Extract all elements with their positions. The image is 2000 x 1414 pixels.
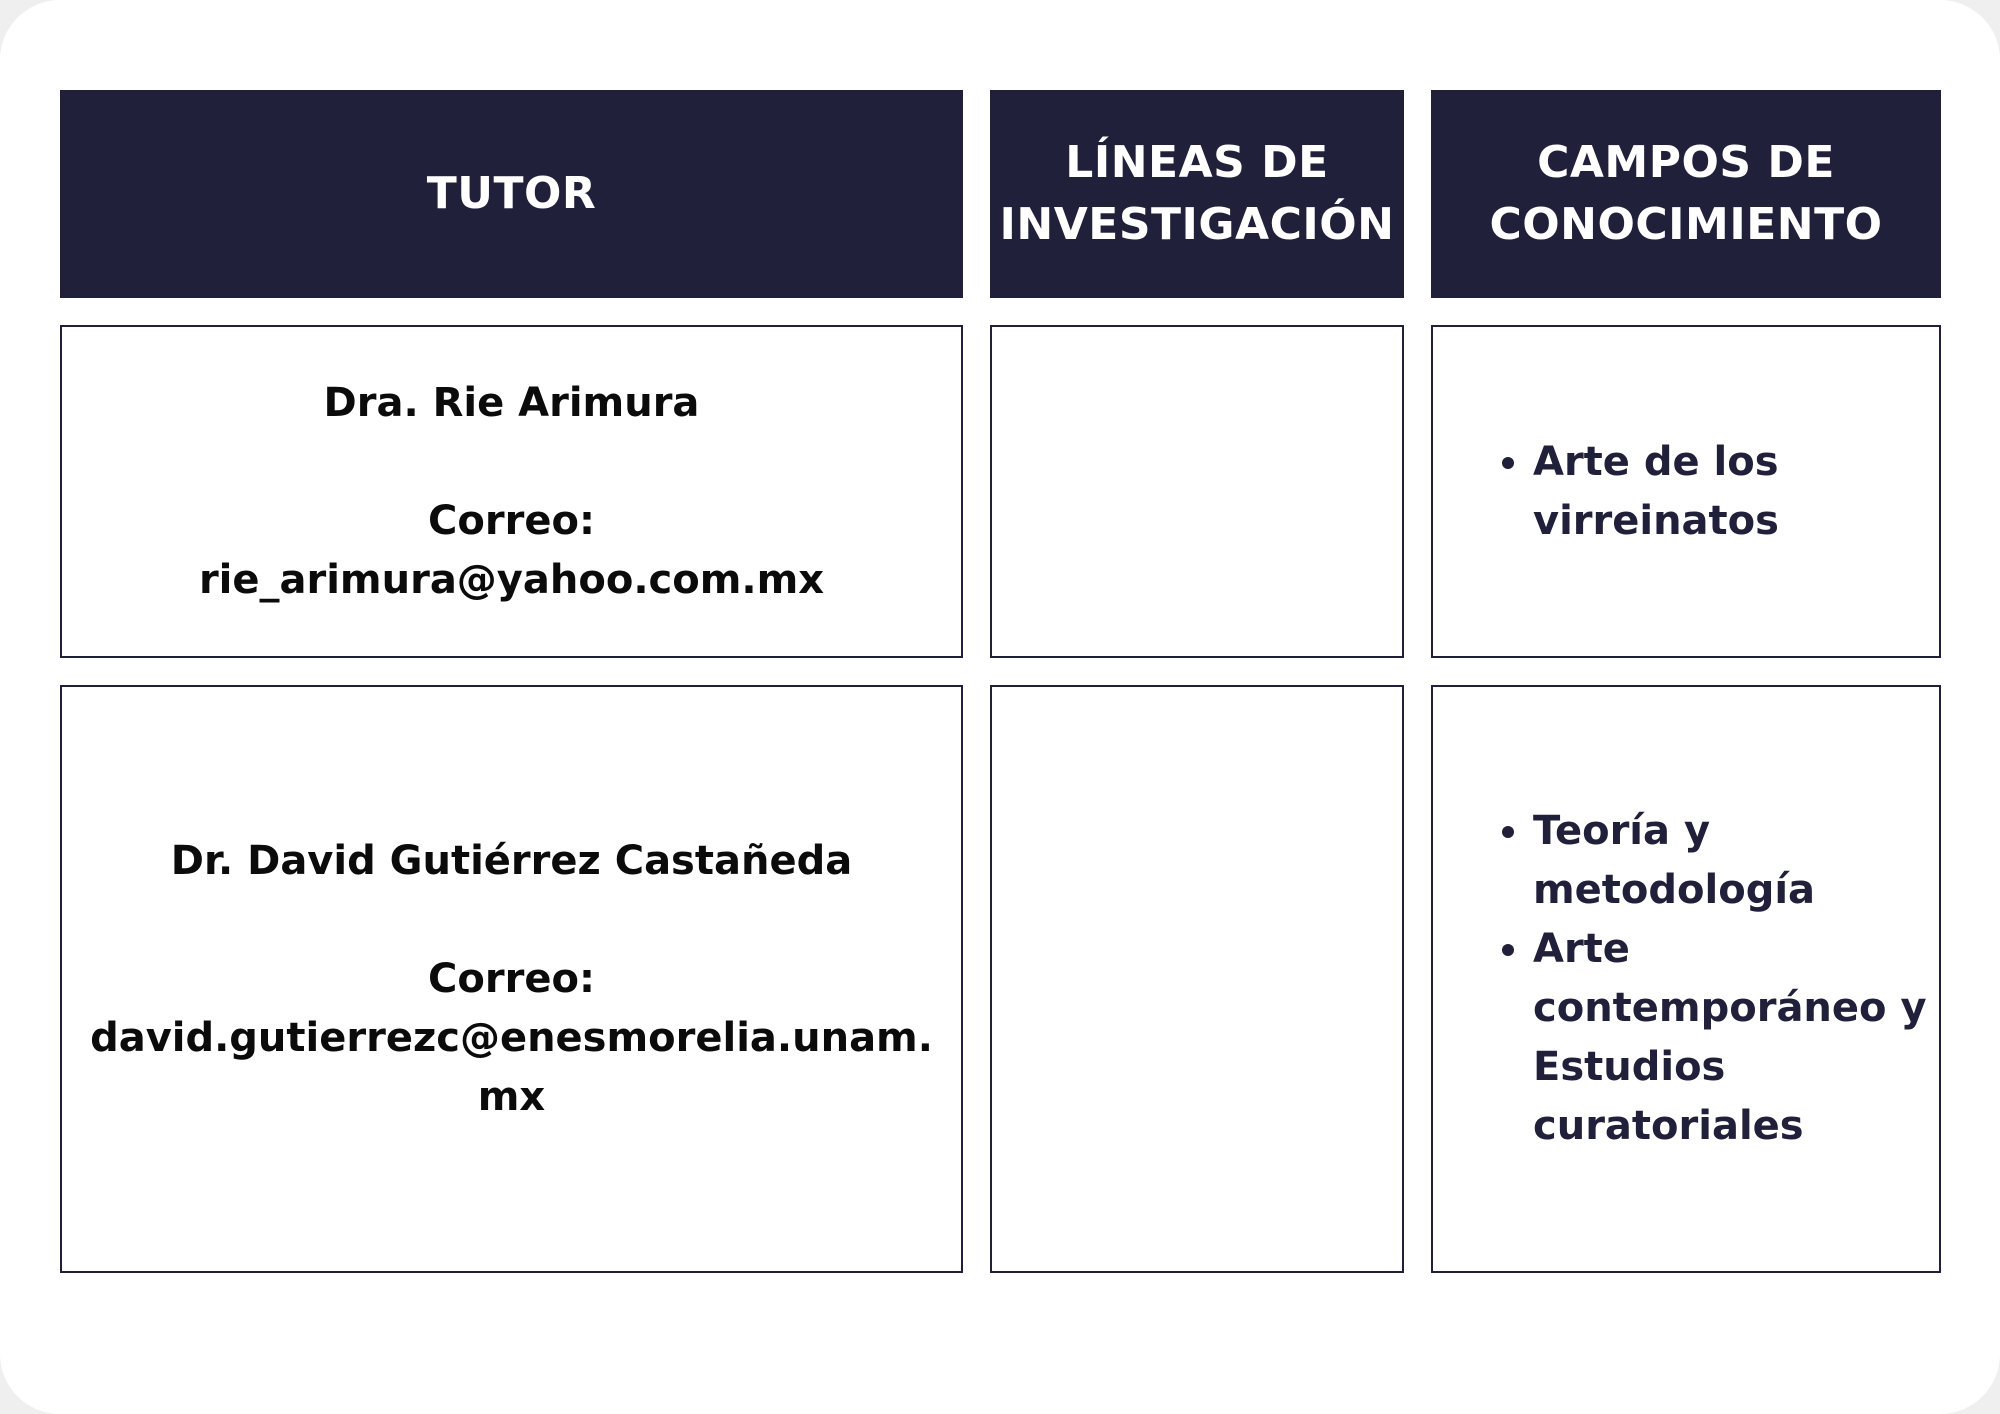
tutor-name: Dr. David Gutiérrez Castañeda (170, 837, 853, 884)
list-item: • Arte contemporáneo y Estudios curatoriales (1533, 920, 1939, 1156)
tutor-email: david.gutierrezc@enesmorelia.unam.mx (90, 1014, 933, 1120)
table-row-2-tutor-cell (60, 685, 963, 1273)
table-row-1-lineas-cell (990, 325, 1404, 658)
table-row-2-campos-cell (1431, 685, 1941, 1273)
email-label: Correo: (428, 955, 595, 1002)
header-lineas-line1: LÍNEAS DE (1065, 137, 1329, 188)
tutor-email: rie_arimura@yahoo.com.mx (198, 556, 825, 603)
header-lineas-investigacion (990, 90, 1404, 298)
header-campos-conocimiento (1431, 90, 1941, 298)
table-row-1-campos-cell (1431, 325, 1941, 658)
header-tutor (60, 90, 963, 298)
header-tutor-label: TUTOR (426, 168, 597, 219)
email-label: Correo: (428, 497, 595, 544)
table-row-1-tutor-cell (60, 325, 963, 658)
header-campos-line2: CONOCIMIENTO (1489, 199, 1883, 250)
campos-list (1433, 802, 1939, 1156)
table-row-2-lineas-cell (990, 685, 1404, 1273)
header-lineas-line2: INVESTIGACIÓN (999, 199, 1395, 250)
tutor-name: Dra. Rie Arimura (323, 379, 700, 426)
header-campos-line1: CAMPOS DE (1537, 137, 1835, 188)
list-item: • Arte de los virreinatos (1533, 433, 1939, 551)
campos-list (1433, 433, 1939, 551)
list-item: • Teoría y metodología (1533, 802, 1939, 920)
